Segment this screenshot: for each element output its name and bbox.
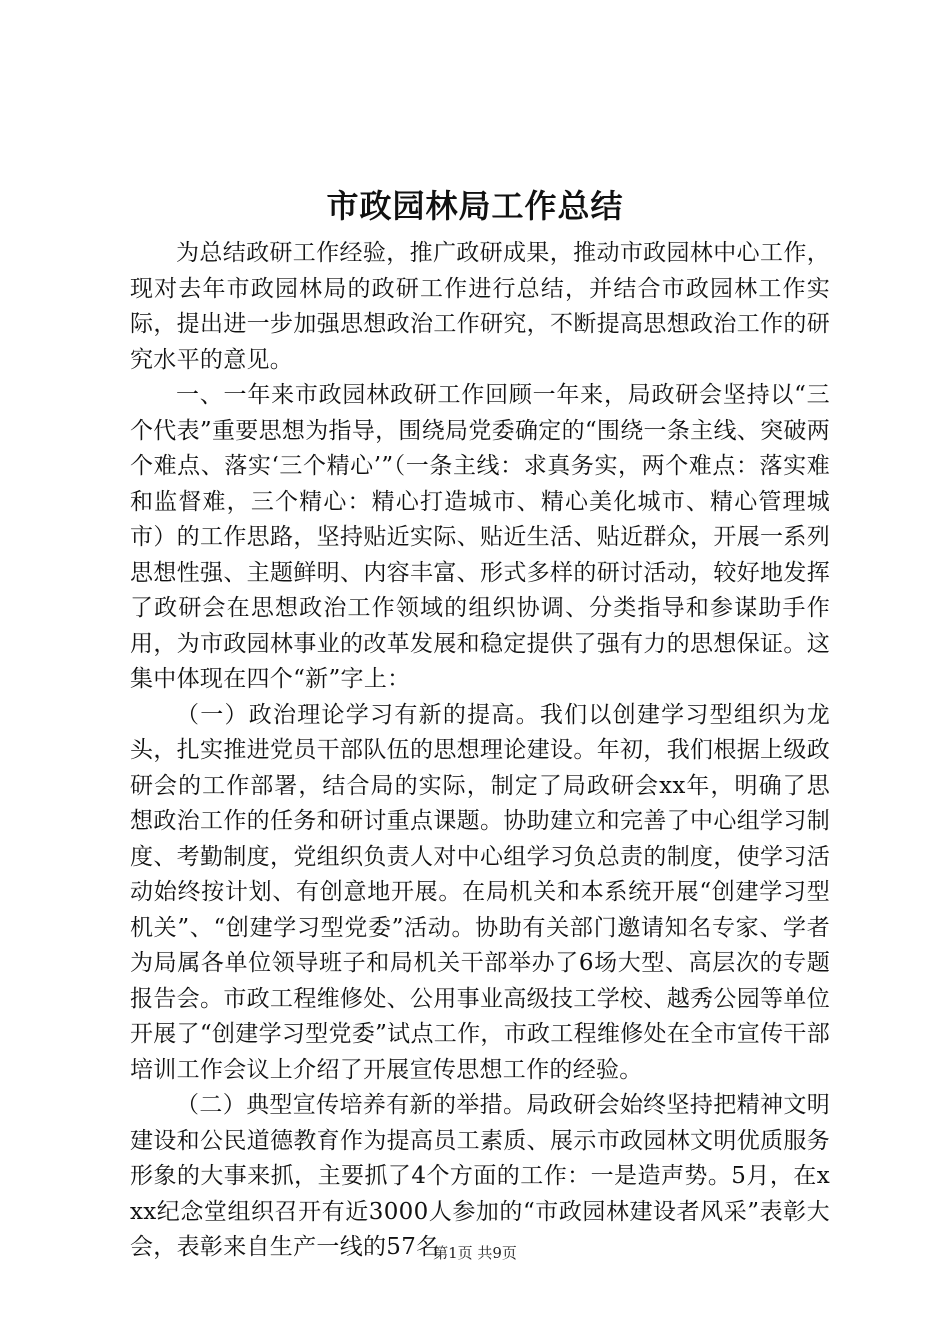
paragraph-theory-study: （一）政治理论学习有新的提高。我们以创建学习型组织为龙头，扎实推进党员干部队伍的思想理论建设。年初，我们根据上级政研会的工作部署，结合局的实际，制定了局政研会xx年，明确了思想政治工作的任务和研讨重点课题。协助建立和完善了中心组学习制度、考勤制度，党组织负责人对中心组学习负总责的制度，使学习活动始终按计划、有创意地开展。在局机关和本系统开展“创建学习型机关”、“创建学习型党委”活动。协助有关部门邀请知名专家、学者为局属各单位领导班子和局机关干部举办了6场大型、高层次的专题报告会。市政工程维修处、公用事业高级技工学校、越秀公园等单位开展了“创建学习型党委”试点工作，市政工程维修处在全市宣传干部培训工作会议上介绍了开展宣传思想工作的经验。 (130, 701, 830, 1083)
paragraph-publicity: （二）典型宣传培养有新的举措。局政研会始终坚持把精神文明建设和公民道德教育作为提高员工素质、展示市政园林文明优质服务形象的大事来抓，主要抓了4个方面的工作：一是造声势。5月，在xxx纪念堂组织召开有近3000人参加的“市政园林建设者风采”表彰大会，表彰来自生产一线的57名 (130, 1092, 830, 1260)
paragraph-intro: 为总结政研工作经验，推广政研成果，推动市政园林中心工作，现对去年市政园林局的政研工作进行总结，并结合市政园林工作实际，提出进一步加强思想政治工作研究，不断提高思想政治工作的研究水平的意见。 (130, 240, 830, 373)
page-footer: 第1页 共9页 (433, 1244, 517, 1262)
paragraph-review: 一、一年来市政园林政研工作回顾一年来，局政研会坚持以“三个代表”重要思想为指导，围绕局党委确定的“围绕一条主线、突破两个难点、落实‘三个精心’”（一条主线：求真务实，两个难点：落实难和监督难，三个精心：精心打造城市、精心美化城市、精心管理城市）的工作思路，坚持贴近实际、贴近生活、贴近群众，开展一系列思想性强、主题鲜明、内容丰富、形式多样的研讨活动，较好地发挥了政研会在思想政治工作领域的组织协调、分类指导和参谋助手作用，为市政园林事业的改革发展和稳定提供了强有力的思想保证。这集中体现在四个“新”字上： (130, 382, 830, 692)
document-title: 市政园林局工作总结 (326, 187, 624, 225)
document-body (130, 236, 830, 1266)
